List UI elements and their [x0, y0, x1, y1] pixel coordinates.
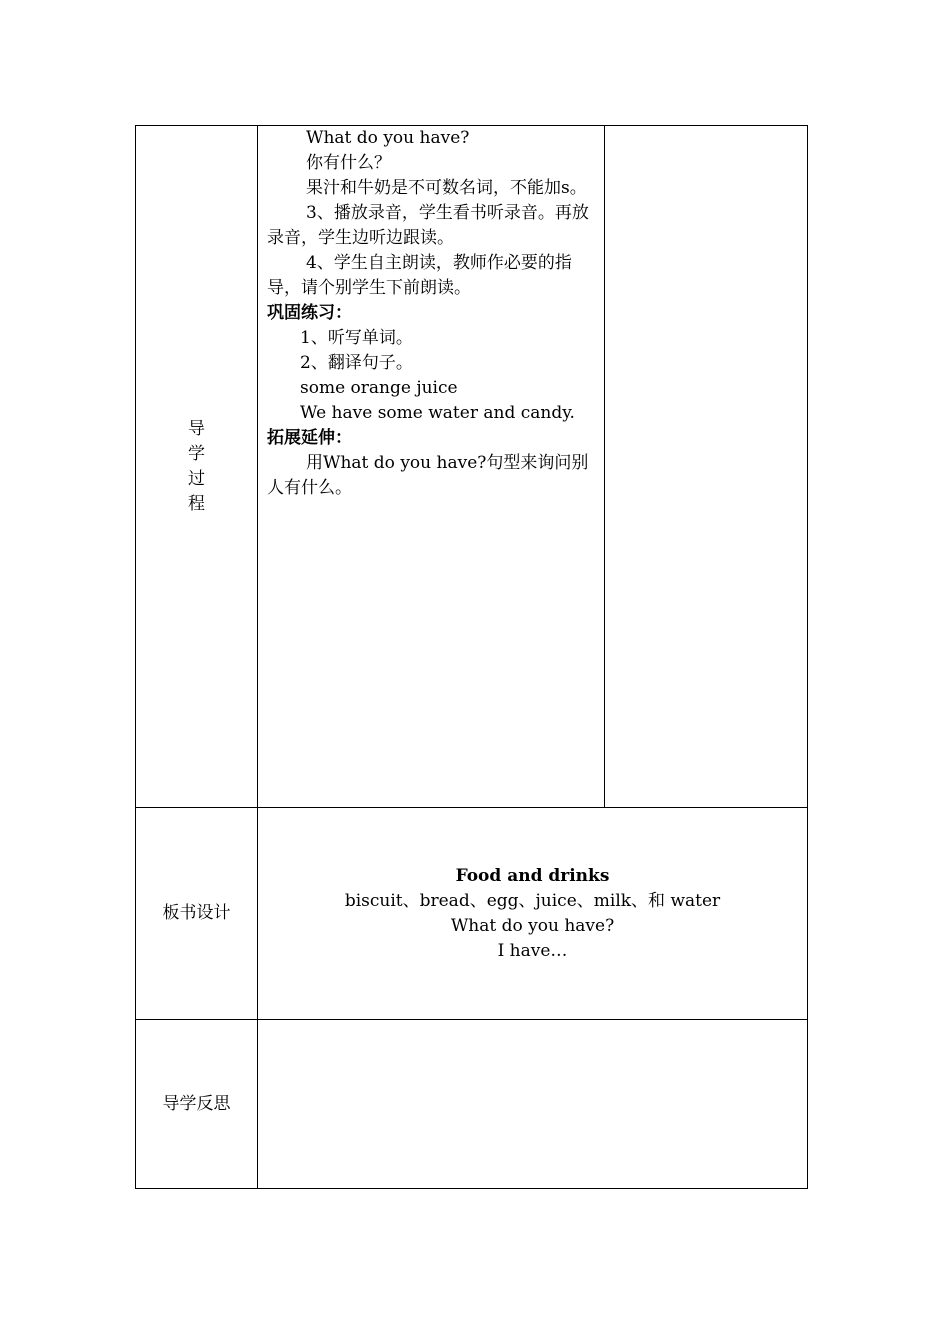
board-content [258, 808, 807, 964]
board-vocabulary: biscuit、bread、egg、juice、milk、和 water [344, 891, 721, 911]
process-notes-cell [605, 126, 808, 808]
process-label: 导学过程 [188, 418, 205, 514]
process-line: 拓展延伸： [267, 428, 352, 448]
process-line: 3、播放录音，学生看书听录音。再放录音，学生边听边跟读。 [267, 203, 589, 248]
process-line: 2、翻译句子。 [300, 353, 413, 373]
process-line: 用What do you have?句型来询问别人有什么。 [267, 453, 589, 498]
process-row [136, 126, 808, 808]
board-label: 板书设计 [162, 903, 231, 923]
board-content-cell [258, 808, 808, 1020]
process-content [258, 126, 604, 501]
board-answer: I have… [497, 941, 568, 961]
board-label-cell [136, 808, 258, 1020]
board-row [136, 808, 808, 1020]
board-question: What do you have? [450, 916, 615, 936]
process-line: 果汁和牛奶是不可数名词，不能加s。 [306, 178, 587, 198]
process-line: What do you have? [306, 128, 470, 148]
process-line: some orange juice [300, 378, 458, 398]
reflection-label-cell [136, 1020, 258, 1189]
process-content-cell [258, 126, 605, 808]
reflection-content-cell [258, 1020, 808, 1189]
process-label-cell [136, 126, 258, 808]
process-line: We have some water and candy. [300, 403, 575, 423]
lesson-plan-table [135, 125, 808, 1189]
process-line: 1、听写单词。 [300, 328, 413, 348]
board-title: Food and drinks [455, 866, 610, 886]
process-line: 巩固练习： [267, 303, 352, 323]
process-line: 你有什么？ [306, 153, 391, 173]
reflection-row [136, 1020, 808, 1189]
reflection-label: 导学反思 [162, 1093, 231, 1114]
process-line: 4、学生自主朗读，教师作必要的指导，请个别学生下前朗读。 [267, 253, 572, 298]
